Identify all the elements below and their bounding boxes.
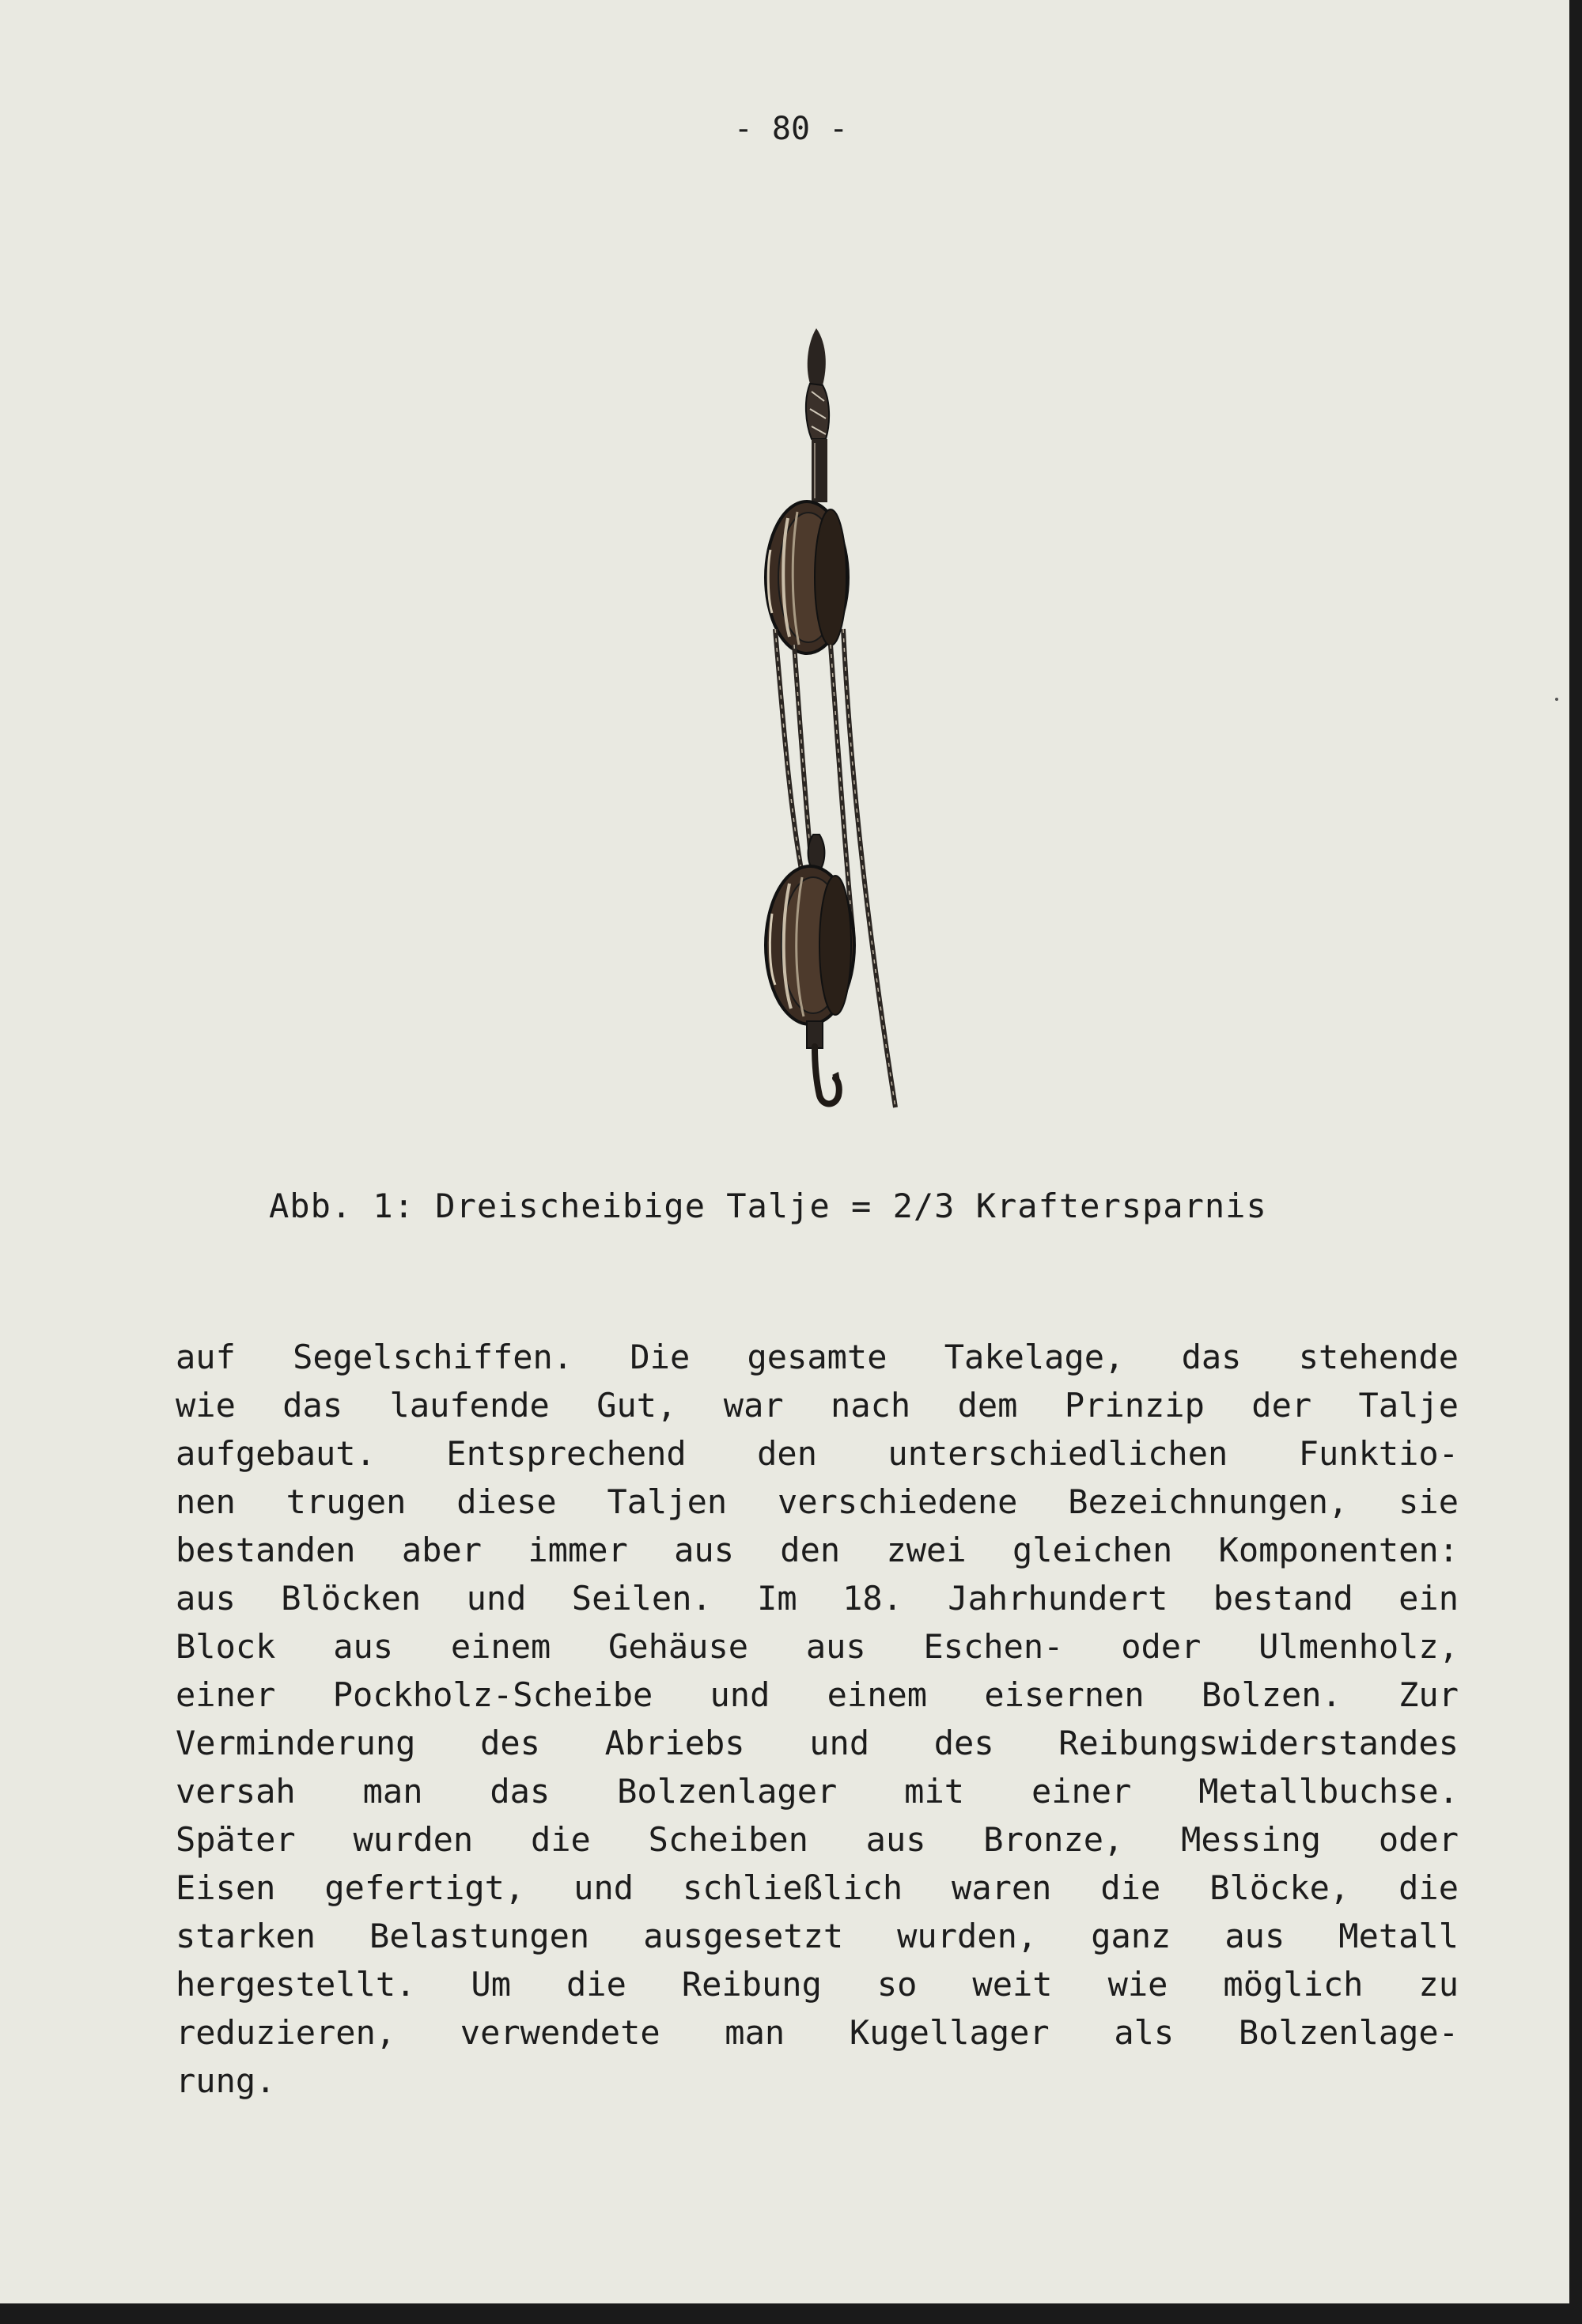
- text-line: hergestellt. Um die Reibung so weit wie möglich zu: [176, 1965, 1459, 2004]
- figure-caption: Abb. 1: Dreischeibige Talje = 2/3 Kraftersparnis: [269, 1187, 1267, 1225]
- rope-fall-1: [775, 629, 804, 882]
- text-line: starken Belastungen ausgesetzt wurden, ganz aus Metall: [176, 1917, 1459, 1955]
- text-line: aufgebaut. Entsprechend den unterschiedlichen Funktio-: [176, 1434, 1459, 1473]
- text-line: versah man das Bolzenlager mit einer Metallbuchse.: [176, 1772, 1459, 1811]
- text-line: auf Segelschiffen. Die gesamte Takelage, das stehende: [176, 1338, 1459, 1376]
- page-number: - 80 -: [733, 111, 849, 147]
- text-line: rung.: [176, 2061, 276, 2100]
- text-line: Später wurden die Scheiben aus Bronze, Messing oder: [176, 1820, 1459, 1859]
- block-and-tackle-drawing: [712, 312, 933, 1119]
- text-line: Block aus einem Gehäuse aus Eschen- oder Ulmenholz,: [176, 1627, 1459, 1666]
- text-line: nen trugen diese Taljen verschiedene Bezeichnungen, sie: [176, 1482, 1459, 1521]
- text-line: einer Pockholz-Scheibe und einem eisernen Bolzen. Zur: [176, 1675, 1459, 1714]
- rope-splice: [806, 384, 829, 439]
- text-line: wie das laufende Gut, war nach dem Prinzip der Talje: [176, 1386, 1459, 1425]
- hauling-rope: [843, 629, 895, 1107]
- pulley-block-illustration: [712, 312, 933, 1119]
- body-paragraph: [176, 1333, 1459, 2105]
- text-line: Eisen gefertigt, und schließlich waren die Blöcke, die: [176, 1868, 1459, 1907]
- scan-speck: [1555, 698, 1558, 701]
- text-line: aus Blöcken und Seilen. Im 18. Jahrhundert bestand ein: [176, 1579, 1459, 1618]
- text-line: bestanden aber immer aus den zwei gleichen Komponenten:: [176, 1531, 1459, 1569]
- text-line: reduzieren, verwendete man Kugellager als Bolzenlage-: [176, 2013, 1459, 2052]
- rope-eye: [808, 328, 826, 385]
- text-line: Verminderung des Abriebs und des Reibungswiderstandes: [176, 1724, 1459, 1762]
